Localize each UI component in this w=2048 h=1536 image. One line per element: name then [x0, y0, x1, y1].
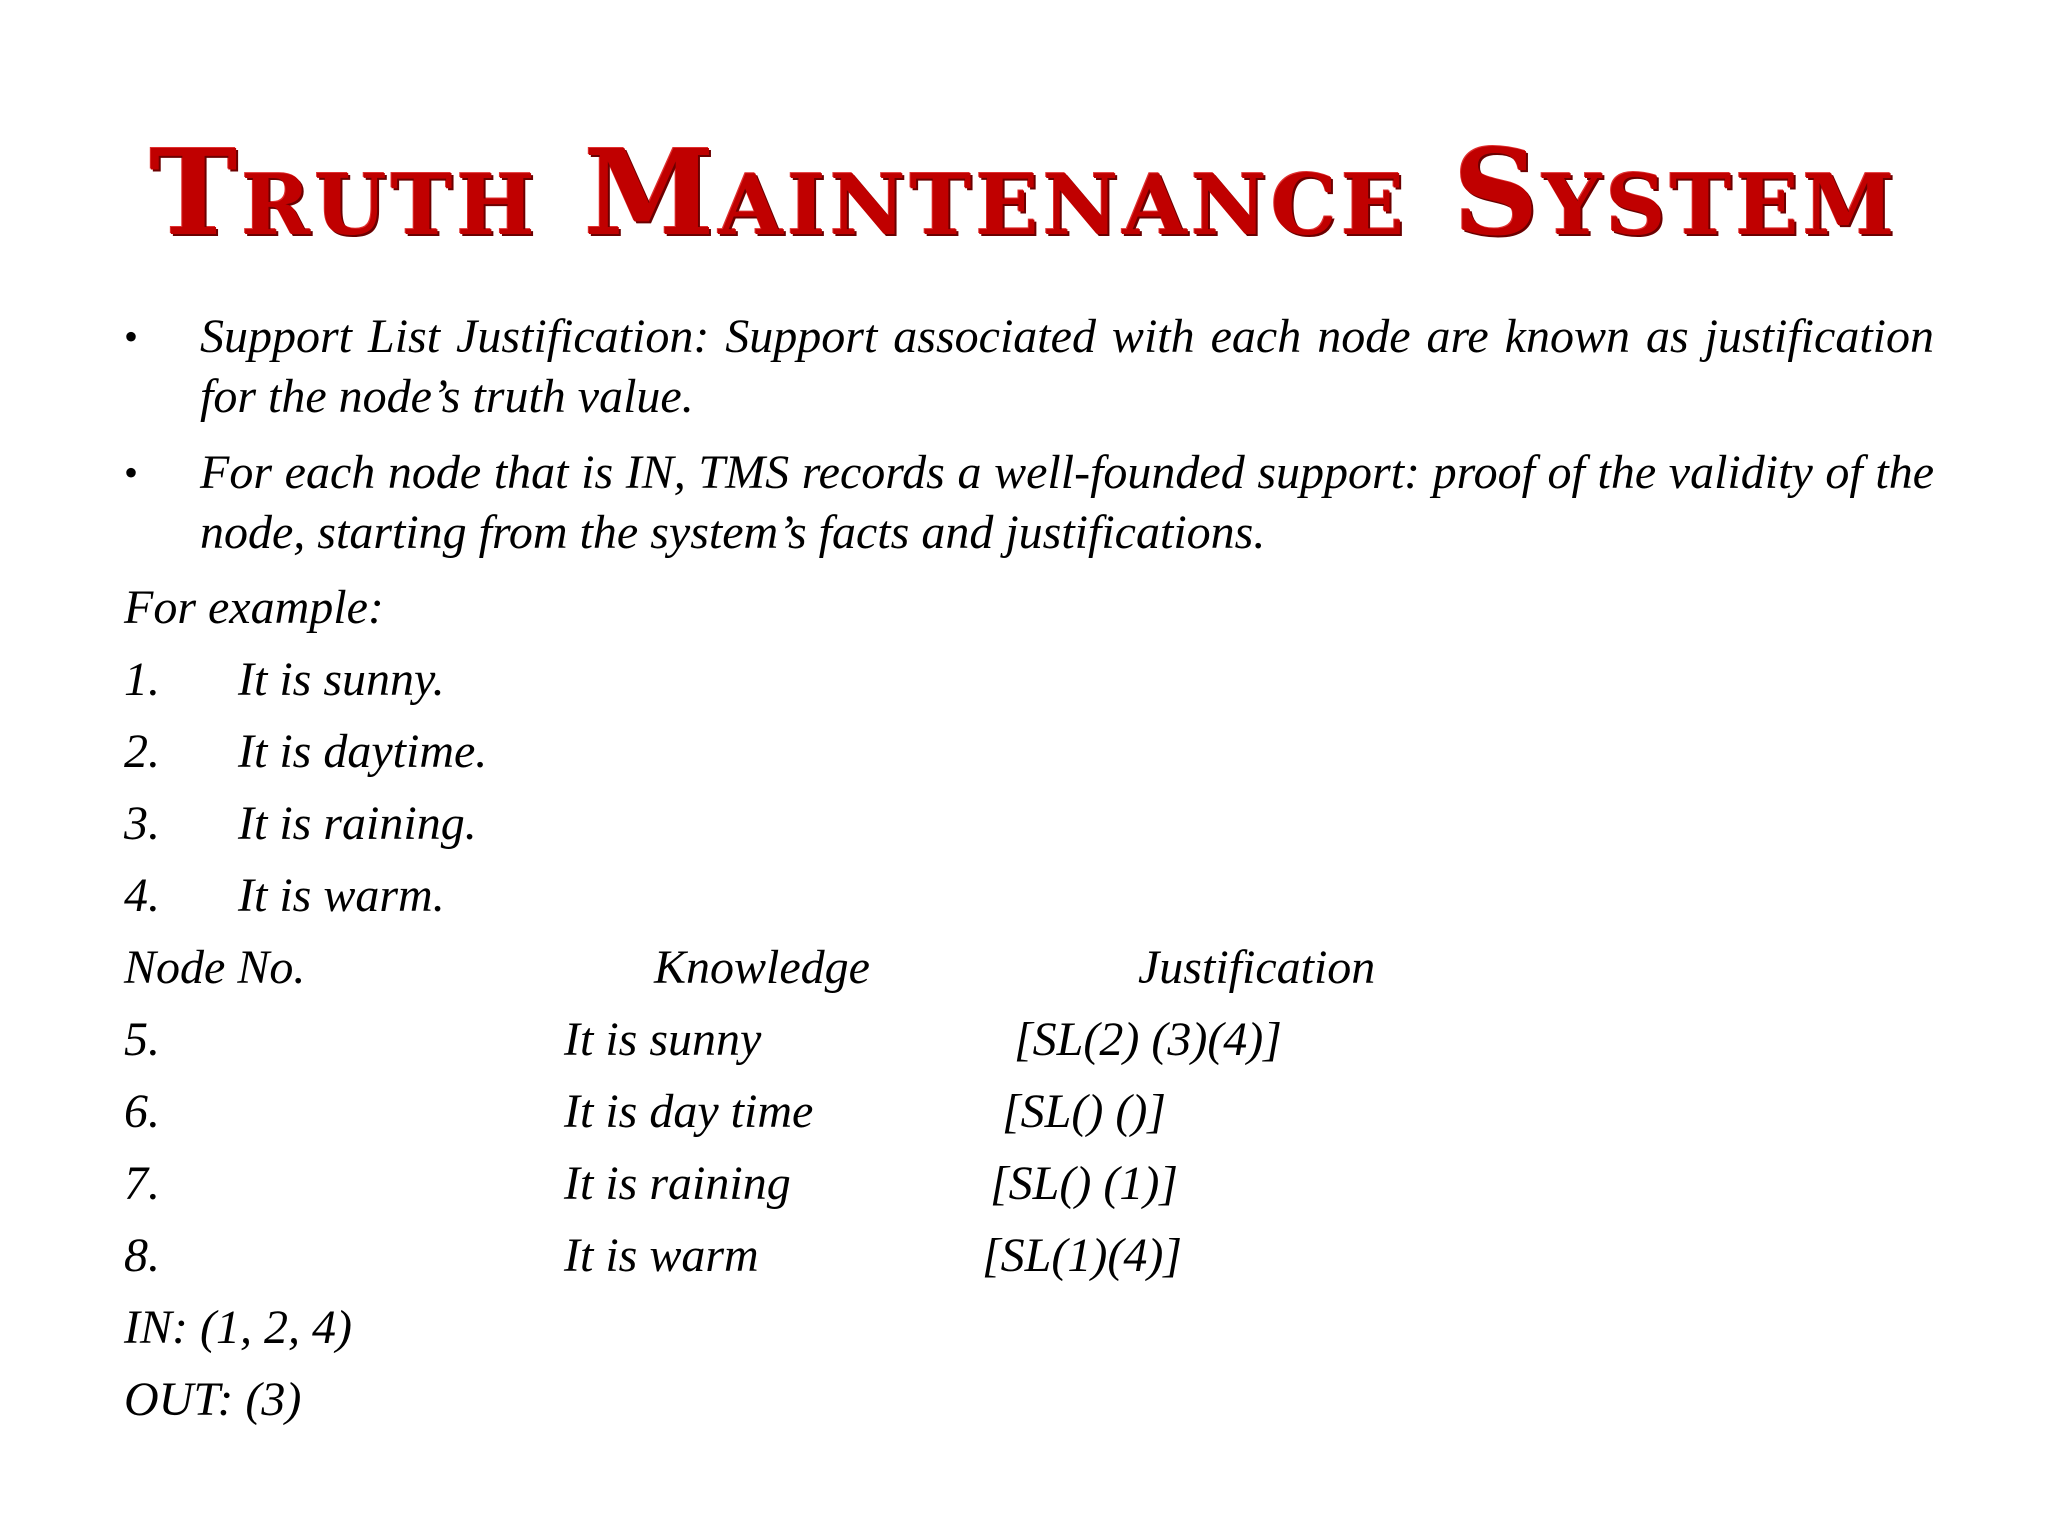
table-cell-justification: [SL() (1)] — [990, 1157, 1178, 1210]
example-item-number: 2. — [124, 725, 160, 778]
header-node-no: Node No. — [124, 941, 306, 994]
table-cell-justification: [SL(2) (3)(4)] — [1014, 1013, 1282, 1066]
bullet-icon: • — [124, 450, 139, 495]
table-cell-node: 5. — [124, 1013, 160, 1066]
table-cell-node: 7. — [124, 1157, 160, 1210]
table-cell-justification: [SL(1)(4)] — [982, 1229, 1182, 1282]
example-item-text: It is raining. — [238, 797, 477, 850]
in-set-line: IN: (1, 2, 4) — [124, 1301, 352, 1354]
example-item-number: 3. — [124, 797, 160, 850]
table-cell-knowledge: It is raining — [564, 1157, 791, 1210]
bullet-icon: • — [124, 314, 139, 359]
example-item-number: 4. — [124, 869, 160, 922]
table-cell-knowledge: It is sunny — [564, 1013, 762, 1066]
example-item-text: It is daytime. — [238, 725, 488, 778]
out-set-line: OUT: (3) — [124, 1373, 302, 1426]
bullet-text-well-founded: For each node that is IN, TMS records a well-founded support: proof of the validity of the node, starting from the system’s facts and justifications. — [200, 446, 1934, 559]
slide-title: Truth Maintenance System — [149, 123, 1899, 262]
example-item-text: It is warm. — [238, 869, 445, 922]
header-justification: Justification — [1138, 941, 1376, 994]
example-item-text: It is sunny. — [238, 653, 445, 706]
table-cell-knowledge: It is warm — [564, 1229, 759, 1282]
example-item-number: 1. — [124, 653, 160, 706]
table-cell-knowledge: It is day time — [564, 1085, 814, 1138]
table-cell-node: 6. — [124, 1085, 160, 1138]
table-cell-node: 8. — [124, 1229, 160, 1282]
header-knowledge: Knowledge — [654, 941, 870, 994]
table-cell-justification: [SL() ()] — [1002, 1085, 1166, 1138]
bullet-text-support-list: Support List Justification: Support associated with each node are known as justification for the node’s truth value. — [200, 310, 1934, 423]
example-label: For example: — [124, 581, 384, 634]
